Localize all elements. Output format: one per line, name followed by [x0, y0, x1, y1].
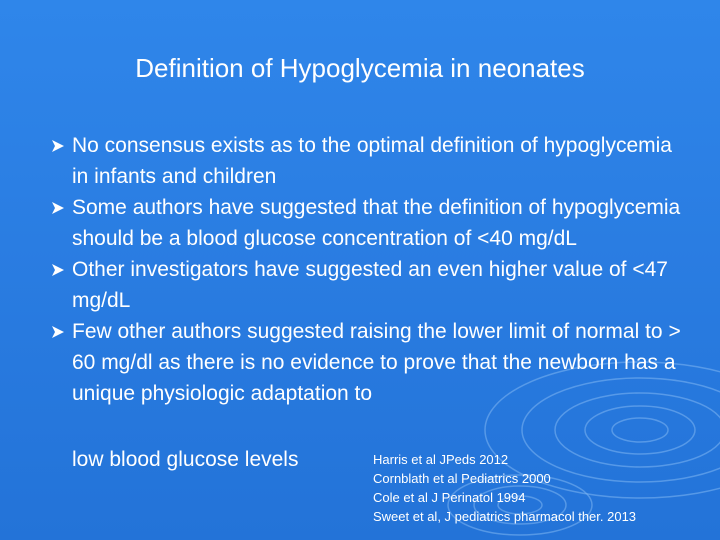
arrowhead-bullet-icon	[51, 139, 65, 153]
bullet-text: Few other authors suggested raising the lower limit of normal to > 60 mg/dl as there is no evidence to prove that the newborn has a unique physiologic adaptation to	[72, 320, 681, 405]
reference-item: Sweet et al, J pediatrics pharmacol ther. 2013	[373, 509, 637, 524]
arrowhead-bullet-icon	[51, 263, 65, 277]
arrowhead-bullet-icon	[51, 201, 65, 215]
slide-title: Definition of Hypoglycemia in neonates	[135, 53, 585, 83]
reference-item: Harris et al JPeds 2012	[373, 452, 509, 467]
bullet-item	[54, 254, 694, 316]
references	[373, 450, 636, 526]
bullet-text: Other investigators have suggested an even higher value of <47 mg/dL	[72, 258, 668, 312]
bullet-text: No consensus exists as to the optimal definition of hypoglycemia in infants and children	[72, 134, 672, 188]
reference-item: Cornblath et al Pediatrics 2000	[373, 471, 551, 486]
bullet-continuation: low blood glucose levels	[72, 448, 299, 471]
bullet-item	[54, 192, 694, 254]
bullet-list	[54, 130, 694, 409]
arrowhead-bullet-icon	[51, 325, 65, 339]
bullet-item	[54, 130, 694, 192]
bullet-item	[54, 316, 694, 409]
bullet-text: Some authors have suggested that the definition of hypoglycemia should be a blood glucose concentration of <40 mg/dL	[72, 196, 681, 250]
reference-item: Cole et al J Perinatol 1994	[373, 490, 526, 505]
